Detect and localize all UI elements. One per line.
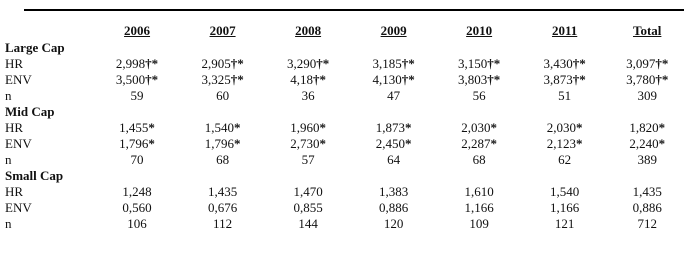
significance-mark: †* [145, 56, 159, 71]
significance-mark: * [658, 120, 666, 135]
header-year: 2007 [209, 23, 236, 38]
cell-value: 2,123 [546, 136, 576, 151]
row-label: ENV [5, 200, 32, 215]
cell-value: 1,166 [550, 200, 580, 215]
significance-mark: * [576, 120, 583, 135]
table-row [5, 88, 687, 104]
significance-mark: * [233, 136, 241, 151]
value-cell [351, 152, 437, 168]
value-cell [522, 184, 608, 200]
total-cell [607, 152, 687, 168]
cell-value: 1,873 [375, 120, 405, 135]
top-rule [24, 9, 684, 11]
cell-value: 2,450 [375, 136, 405, 151]
value-cell [265, 200, 351, 216]
cell-value: 144 [298, 216, 318, 231]
cell-value: 0,886 [632, 200, 662, 215]
significance-mark: †* [572, 72, 586, 87]
group-header-large-cap [5, 40, 687, 56]
cell-value: 109 [469, 216, 489, 231]
value-cell [522, 136, 608, 152]
cell-value: 1,383 [378, 184, 409, 199]
table-row [5, 120, 687, 136]
cell-value: 1,455 [119, 120, 149, 135]
row-label: HR [5, 56, 24, 71]
value-cell [94, 152, 180, 168]
significance-mark: †* [401, 56, 415, 71]
cell-value: 2,998 [115, 56, 146, 71]
value-cell [180, 56, 266, 72]
cell-value: 56 [472, 88, 486, 103]
cell-value: 106 [127, 216, 147, 231]
total-cell [607, 216, 687, 232]
cell-value: 47 [387, 88, 401, 103]
value-cell [180, 152, 266, 168]
value-cell [351, 136, 437, 152]
significance-mark: †* [312, 72, 326, 87]
value-cell [436, 184, 522, 200]
value-cell [94, 56, 180, 72]
cell-value: 51 [558, 88, 572, 103]
significance-mark: †* [572, 56, 586, 71]
table-row [5, 216, 687, 232]
table-row [5, 184, 687, 200]
table-row [5, 200, 687, 216]
row-label: HR [5, 184, 24, 199]
significance-mark: * [233, 120, 241, 135]
value-cell [436, 136, 522, 152]
value-cell [436, 216, 522, 232]
total-cell [607, 120, 687, 136]
group-title: Small Cap [5, 168, 64, 183]
significance-mark: * [148, 120, 155, 135]
cell-value: 3,873 [543, 72, 573, 87]
total-cell [607, 88, 687, 104]
row-label: n [5, 216, 12, 231]
significance-mark: * [658, 136, 666, 151]
cell-value: 60 [216, 88, 230, 103]
table-row [5, 56, 687, 72]
cell-value: 64 [387, 152, 401, 167]
cell-value: 3,803 [457, 72, 488, 87]
cell-value: 3,185 [372, 56, 402, 71]
significance-mark: †* [487, 72, 501, 87]
total-cell [607, 200, 687, 216]
value-cell [180, 120, 266, 136]
header-year: 2009 [380, 23, 407, 38]
significance-mark: †* [145, 72, 159, 87]
value-cell [351, 72, 437, 88]
value-cell [265, 136, 351, 152]
table-row [5, 136, 687, 152]
header-year: 2008 [295, 23, 322, 38]
table-row [5, 72, 687, 88]
significance-mark: * [319, 136, 326, 151]
value-cell [351, 88, 437, 104]
cell-value: 62 [558, 152, 572, 167]
value-cell [180, 216, 266, 232]
value-cell [265, 72, 351, 88]
significance-mark: †* [655, 56, 669, 71]
cell-value: 2,240 [629, 136, 659, 151]
significance-mark: †* [401, 72, 415, 87]
header-total: Total [632, 23, 662, 38]
cell-value: 0,560 [122, 200, 152, 215]
value-cell [522, 200, 608, 216]
total-cell [607, 72, 687, 88]
cell-value: 3,500 [115, 72, 146, 87]
header-year: 2006 [124, 23, 151, 38]
cell-value: 59 [130, 88, 144, 103]
value-cell [265, 216, 351, 232]
value-cell [522, 72, 608, 88]
cell-value: 2,730 [290, 136, 320, 151]
header-year: 2010 [466, 23, 493, 38]
cell-value: 1,540 [550, 184, 580, 199]
table-row [5, 152, 687, 168]
cell-value: 1,166 [464, 200, 494, 215]
group-title: Large Cap [5, 40, 65, 55]
cell-value: 1,796 [204, 136, 234, 151]
cell-value: 3,430 [543, 56, 573, 71]
cell-value: 120 [383, 216, 404, 231]
table-body [5, 40, 687, 232]
value-cell [436, 88, 522, 104]
cell-value: 389 [637, 152, 657, 167]
total-cell [607, 136, 687, 152]
row-label: ENV [5, 72, 32, 87]
value-cell [94, 200, 180, 216]
header-year: 2011 [551, 23, 578, 38]
value-cell [265, 56, 351, 72]
value-cell [180, 88, 266, 104]
row-label: n [5, 152, 12, 167]
significance-mark: * [490, 136, 497, 151]
row-label: n [5, 88, 12, 103]
value-cell [351, 56, 437, 72]
group-header-mid-cap [5, 104, 687, 120]
value-cell [522, 88, 608, 104]
value-cell [94, 72, 180, 88]
value-cell [265, 152, 351, 168]
cell-value: 3,150 [457, 56, 488, 71]
cell-value: 1,610 [464, 184, 494, 199]
value-cell [94, 136, 180, 152]
value-cell [94, 120, 180, 136]
cell-value: 4,18 [290, 72, 313, 87]
significance-mark: †* [230, 56, 244, 71]
cell-value: 309 [637, 88, 657, 103]
cell-value: 3,325 [201, 72, 231, 87]
cell-value: 0,855 [293, 200, 323, 215]
significance-mark: * [404, 136, 412, 151]
value-cell [351, 184, 437, 200]
cell-value: 0,676 [207, 200, 238, 215]
value-cell [94, 88, 180, 104]
value-cell [351, 216, 437, 232]
cell-value: 1,796 [119, 136, 149, 151]
total-cell [607, 56, 687, 72]
cell-value: 4,130 [372, 72, 402, 87]
cell-value: 1,470 [293, 184, 323, 199]
significance-mark: * [576, 136, 583, 151]
value-cell [522, 152, 608, 168]
value-cell [351, 200, 437, 216]
cell-value: 2,030 [546, 120, 576, 135]
value-cell [351, 120, 437, 136]
cell-value: 2,905 [201, 56, 231, 71]
cell-value: 3,780 [626, 72, 656, 87]
value-cell [522, 56, 608, 72]
group-header-small-cap [5, 168, 687, 184]
value-cell [522, 120, 608, 136]
cell-value: 1,540 [204, 120, 234, 135]
cell-value: 3,290 [286, 56, 317, 71]
cell-value: 1,248 [122, 184, 152, 199]
value-cell [436, 200, 522, 216]
cell-value: 1,435 [632, 184, 662, 199]
value-cell [180, 136, 266, 152]
cell-value: 712 [637, 216, 657, 231]
significance-mark: †* [316, 56, 330, 71]
cell-value: 70 [130, 152, 144, 167]
significance-mark: * [319, 120, 326, 135]
significance-mark: * [148, 136, 155, 151]
significance-mark: †* [230, 72, 244, 87]
value-cell [522, 216, 608, 232]
significance-mark: †* [487, 56, 501, 71]
value-cell [94, 216, 180, 232]
value-cell [436, 152, 522, 168]
value-cell [436, 72, 522, 88]
value-cell [265, 88, 351, 104]
group-title: Mid Cap [5, 104, 55, 119]
value-cell [94, 184, 180, 200]
cell-value: 68 [472, 152, 486, 167]
cell-value: 1,960 [290, 120, 320, 135]
cell-value: 57 [301, 152, 315, 167]
value-cell [436, 56, 522, 72]
significance-mark: †* [655, 72, 669, 87]
header-row [5, 18, 687, 40]
significance-mark: * [490, 120, 497, 135]
value-cell [180, 200, 266, 216]
cell-value: 1,820 [629, 120, 659, 135]
row-label: HR [5, 120, 24, 135]
value-cell [180, 72, 266, 88]
header-corner [5, 18, 94, 40]
row-label: ENV [5, 136, 32, 151]
value-cell [180, 184, 266, 200]
value-cell [436, 120, 522, 136]
cell-value: 121 [554, 216, 575, 231]
significance-mark: * [404, 120, 412, 135]
cell-value: 3,097 [626, 56, 656, 71]
cell-value: 0,886 [378, 200, 409, 215]
cell-value: 68 [216, 152, 230, 167]
cell-value: 2,287 [461, 136, 491, 151]
value-cell [265, 120, 351, 136]
cell-value: 1,435 [207, 184, 238, 199]
statistics-table [5, 18, 687, 232]
cell-value: 36 [301, 88, 315, 103]
value-cell [265, 184, 351, 200]
cell-value: 112 [213, 216, 233, 231]
total-cell [607, 184, 687, 200]
cell-value: 2,030 [461, 120, 491, 135]
